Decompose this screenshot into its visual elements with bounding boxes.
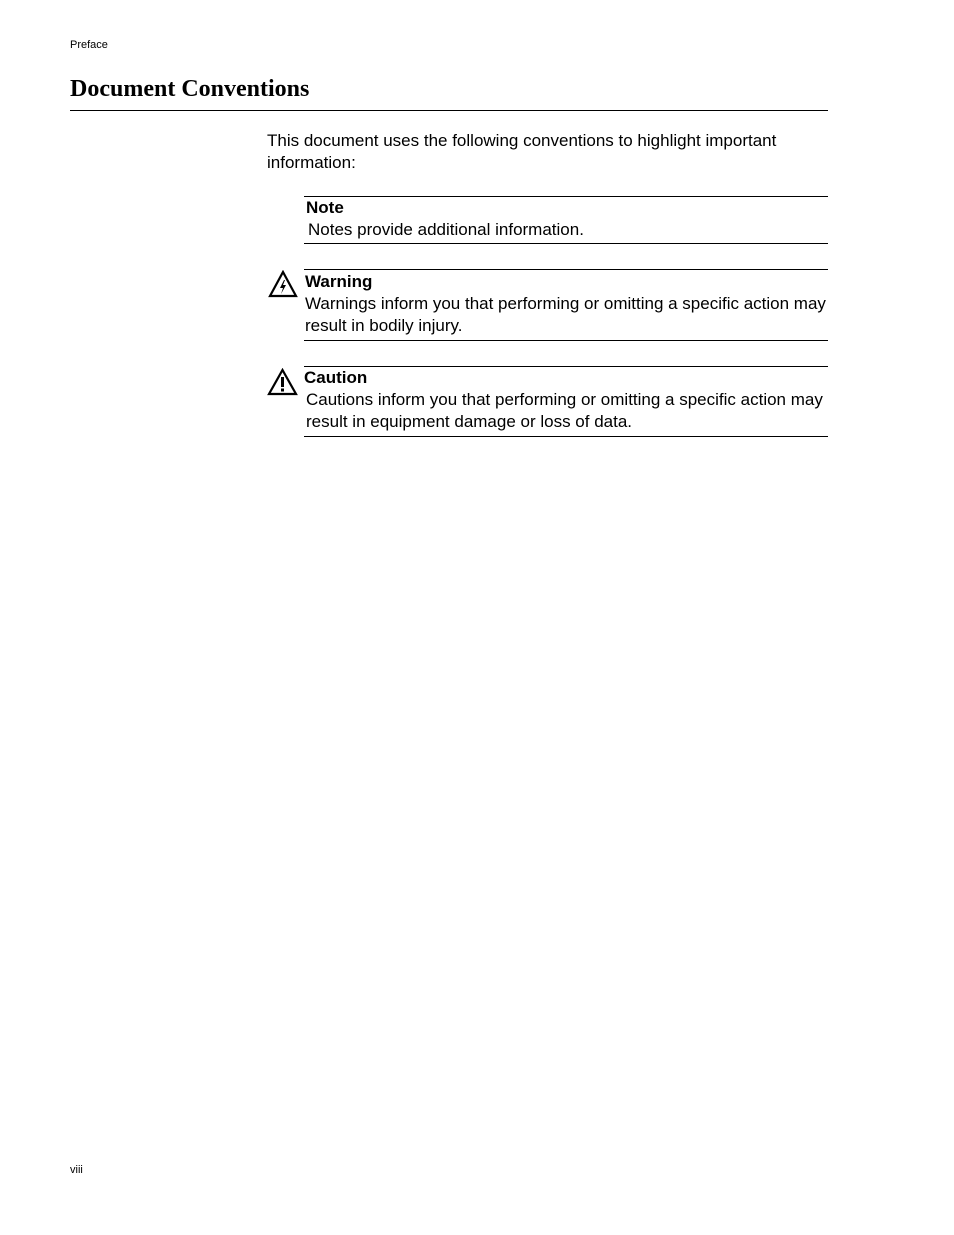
note-box: [304, 196, 828, 244]
caution-title: Caution: [304, 368, 368, 387]
note-body: Notes provide additional information.: [308, 220, 584, 239]
running-header: Preface: [70, 39, 108, 51]
warning-body: Warnings inform you that performing or omitting a specific action may result in bodily injury.: [305, 294, 826, 335]
page-title: Document Conventions: [70, 76, 310, 102]
note-title: Note: [306, 198, 344, 217]
warning-title: Warning: [305, 272, 373, 291]
warning-box: [304, 269, 828, 341]
intro-paragraph: This document uses the following conventions to highlight important information:: [267, 131, 777, 172]
electrical-hazard-warning-icon: [268, 270, 298, 298]
title-divider: [70, 110, 828, 111]
caution-box: [304, 366, 828, 437]
caution-body: Cautions inform you that performing or omitting a specific action may result in equipment damage or loss of data.: [306, 390, 823, 431]
page-number: viii: [70, 1164, 83, 1176]
exclamation-caution-icon: [267, 368, 298, 396]
